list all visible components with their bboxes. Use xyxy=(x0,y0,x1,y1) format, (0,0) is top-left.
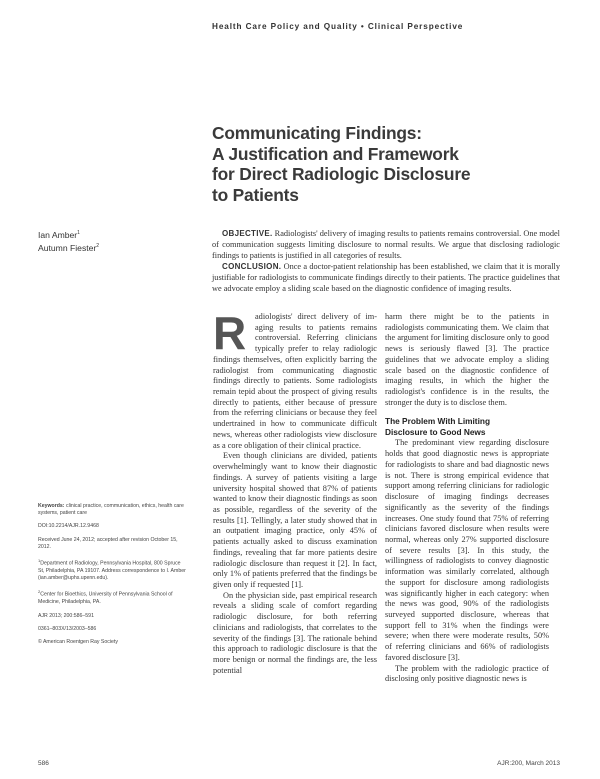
abstract-conclusion: CONCLUSION. Once a doctor-patient relationship has been established, we claim that it is morally justifiable for radiologists to communicate findings directly to their patients. The practice guidelines that we advocate employ a sliding scale based on the diagnostic confidence of imaging results. xyxy=(212,262,560,293)
author: Ian Amber$^1$ xyxy=(38,229,80,240)
drop-cap: R xyxy=(213,312,247,355)
body-paragraph: The predominant view regarding disclosure holds that good diagnostic news is appropriate for radiologists to share and bad diagnostic news is not. There is strong empirical evidence that support among referring clinicians for radiologic disclosure of imaging findings decreases significantly as the severity of the findings increases. One study found that 75% of referring clinicians favored disclosure when results were normal, whereas only 27% supported disclosure of severe results [3]. In this study, the willingness of radiologists to convey diagnostic information was similarly correlated, although the support for disclosure among radiologists was significantly higher in each category: when the news was good, 90% of the radiologists surveyed supported disclosure, whereas that support fell to 31% when the findings were severe; when there were moderate results, 50% of referring clinicians and 66% of radiologists favored disclosure [3]. xyxy=(385,438,549,662)
abstract-objective: OBJECTIVE. Radiologists' delivery of imaging results to patients remains controversial. One model of communication suggests limiting disclosure to normal results. We argue that disclosing radiologic findings to patients is justified in all categories of results. xyxy=(212,229,560,260)
body-paragraph: findings themselves, often explicitly barring the radiologist from communicating diagnostic findings directly to patients. Some radiologists remain tepid about the prospect of giving results directly to patients, either because of pressure from the referring clinicians or because they feel undertrained in how to communicate difficult news, whereas other radiologists view disclosure as a core obligation of their clinical practice. xyxy=(213,354,377,450)
citation: AJR 2013; 200:586–591 xyxy=(38,612,94,619)
body-paragraph: On the physician side, past empirical research reveals a sliding scale of comfort regarding radiologic disclosure, for both referring clinicians and radiologists, that correlates to the severity of the findings [3]. The rationale behind this approach to radiologic disclosure is that the more benign or normal the findings are, the less potential xyxy=(213,590,377,675)
article-metadata xyxy=(38,503,188,652)
author: Autumn Fiester$^2$ xyxy=(38,242,100,253)
body-paragraph: harm there might be to the patients in radiologists communicating them. We claim that the argument for limiting disclosure only to good news is seriously flawed [3]. The practice guidelines that we advocate employ a sliding scale based on the diagnostic confidence of imaging results, in which the higher the radiologist's confidence is in the results, the stronger the duty is to disclose them. xyxy=(385,312,549,407)
doi: DOI:10.2214/AJR.12.9468 xyxy=(38,523,99,530)
opening-paragraph: R adiologists' direct delivery of im- aging results to patients remains controversial. Referring clinicians typically prefer to relay radiologic xyxy=(213,312,377,355)
running-header: Health Care Policy and Quality • Clinical Perspective xyxy=(212,22,464,31)
received-dates: Received June 24, 2012; accepted after revision October 15, 2012. xyxy=(38,536,178,550)
body-column-2 xyxy=(385,312,549,685)
title-line: for Direct Radiologic Disclosure xyxy=(212,164,471,185)
article-title xyxy=(212,123,572,205)
keywords: Keywords: clinical practice, communication, ethics, health care systems, patient care xyxy=(38,503,184,517)
copyright: © American Roentgen Ray Society xyxy=(38,638,118,645)
page-number: 586 xyxy=(38,760,49,767)
body-paragraph: The problem with the radiologic practice of disclosing only positive diagnostic news is xyxy=(385,663,549,684)
body-column-1 xyxy=(213,312,377,676)
section-heading: The Problem With Limiting Disclosure to Good News xyxy=(385,416,491,437)
abstract xyxy=(212,229,560,296)
affiliation-2: $^2$Center for Bioethics, University of Pennsylvania School of Medicine, Philadelphia, PA. xyxy=(38,589,173,606)
body-paragraph: Even though clinicians are divided, patients overwhelmingly want to know their diagnostic findings. A survey of patients visiting a large university hospital showed that 87% of patients wanted to know their diagnostic findings as soon as possible, regardless of the severity of the results [1]. Tellingly, a later study showed that in an outpatient imaging practice, only 45% of patients actually asked to discuss examination findings, revealing that far more patients desire radiologic disclosure than request it [2]. In fact, only 1% of patients preferred that the findings be given only if requested [1]. xyxy=(213,451,377,589)
title-line: A Justification and Framework xyxy=(212,143,459,164)
journal-footer: AJR:200, March 2013 xyxy=(497,760,560,767)
title-line: Communicating Findings: xyxy=(212,123,422,143)
issn: 0361–803X/13/2003–586 xyxy=(38,625,97,632)
title-line: to Patients xyxy=(212,184,299,205)
affiliation-1: $^1$Department of Radiology, Pennsylvania Hospital, 800 Spruce St, Philadelphia, PA 19107. Address correspondence to I. Amber (ian.amber@uphs.upenn.edu). xyxy=(38,558,186,582)
author-list xyxy=(38,228,99,254)
